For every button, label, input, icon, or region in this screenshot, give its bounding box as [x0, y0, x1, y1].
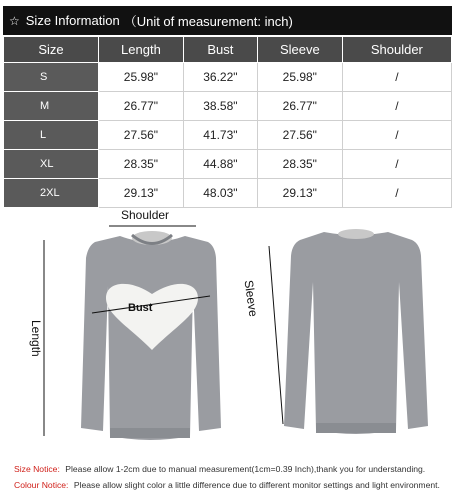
sleeve-cell: 25.98"	[257, 63, 342, 92]
sleeve-arrow	[269, 246, 283, 424]
sleeve-label: Sleeve	[241, 279, 261, 318]
back-sweater-image	[284, 229, 428, 434]
size-table	[3, 36, 452, 208]
size-cell: L	[4, 121, 99, 150]
table-row	[4, 63, 452, 92]
length-cell: 26.77"	[99, 92, 184, 121]
column-header: Bust	[183, 37, 257, 63]
shoulder-cell: /	[342, 150, 451, 179]
shoulder-cell: /	[342, 121, 451, 150]
length-cell: 25.98"	[99, 63, 184, 92]
length-cell: 27.56"	[99, 121, 184, 150]
garment-measurement-diagram	[0, 198, 455, 453]
length-cell: 28.35"	[99, 150, 184, 179]
size-notice	[14, 464, 425, 474]
bust-cell: 36.22"	[183, 63, 257, 92]
bust-label: Bust	[128, 302, 153, 314]
colour-notice-key: Colour Notice:	[14, 480, 69, 490]
size-cell: 2XL	[4, 179, 99, 208]
size-cell: S	[4, 63, 99, 92]
front-sweater-image	[81, 231, 221, 440]
table-row	[4, 121, 452, 150]
size-notice-key: Size Notice:	[14, 464, 60, 474]
star-outline-icon: ☆	[9, 13, 20, 28]
table-header-row	[4, 37, 452, 63]
size-cell: XL	[4, 150, 99, 179]
length-cell: 29.13"	[99, 179, 184, 208]
table-row	[4, 92, 452, 121]
sleeve-cell: 26.77"	[257, 92, 342, 121]
column-header: Length	[99, 37, 184, 63]
shoulder-cell: /	[342, 63, 451, 92]
shoulder-cell: /	[342, 179, 451, 208]
colour-notice-text: Please allow slight color a little difference due to different monitor settings and light environment.	[73, 480, 440, 490]
column-header: Sleeve	[257, 37, 342, 63]
sleeve-cell: 29.13"	[257, 179, 342, 208]
column-header: Size	[4, 37, 99, 63]
shoulder-label: Shoulder	[121, 208, 170, 222]
header-title: Size Information	[25, 13, 120, 28]
table-row	[4, 150, 452, 179]
colour-notice	[14, 480, 440, 490]
column-header: Shoulder	[342, 37, 451, 63]
bust-cell: 48.03"	[183, 179, 257, 208]
size-info-header	[3, 6, 452, 35]
bust-cell: 44.88"	[183, 150, 257, 179]
sleeve-cell: 27.56"	[257, 121, 342, 150]
shoulder-cell: /	[342, 92, 451, 121]
size-notice-text: Please allow 1-2cm due to manual measurement(1cm=0.39 Inch),thank you for understanding.	[65, 464, 426, 474]
length-label: Length	[29, 320, 43, 357]
header-subtitle: （Unit of measurement: inch)	[123, 14, 293, 29]
size-cell: M	[4, 92, 99, 121]
bust-cell: 41.73"	[183, 121, 257, 150]
sleeve-cell: 28.35"	[257, 150, 342, 179]
bust-cell: 38.58"	[183, 92, 257, 121]
sweater-diagram-svg	[0, 198, 455, 453]
